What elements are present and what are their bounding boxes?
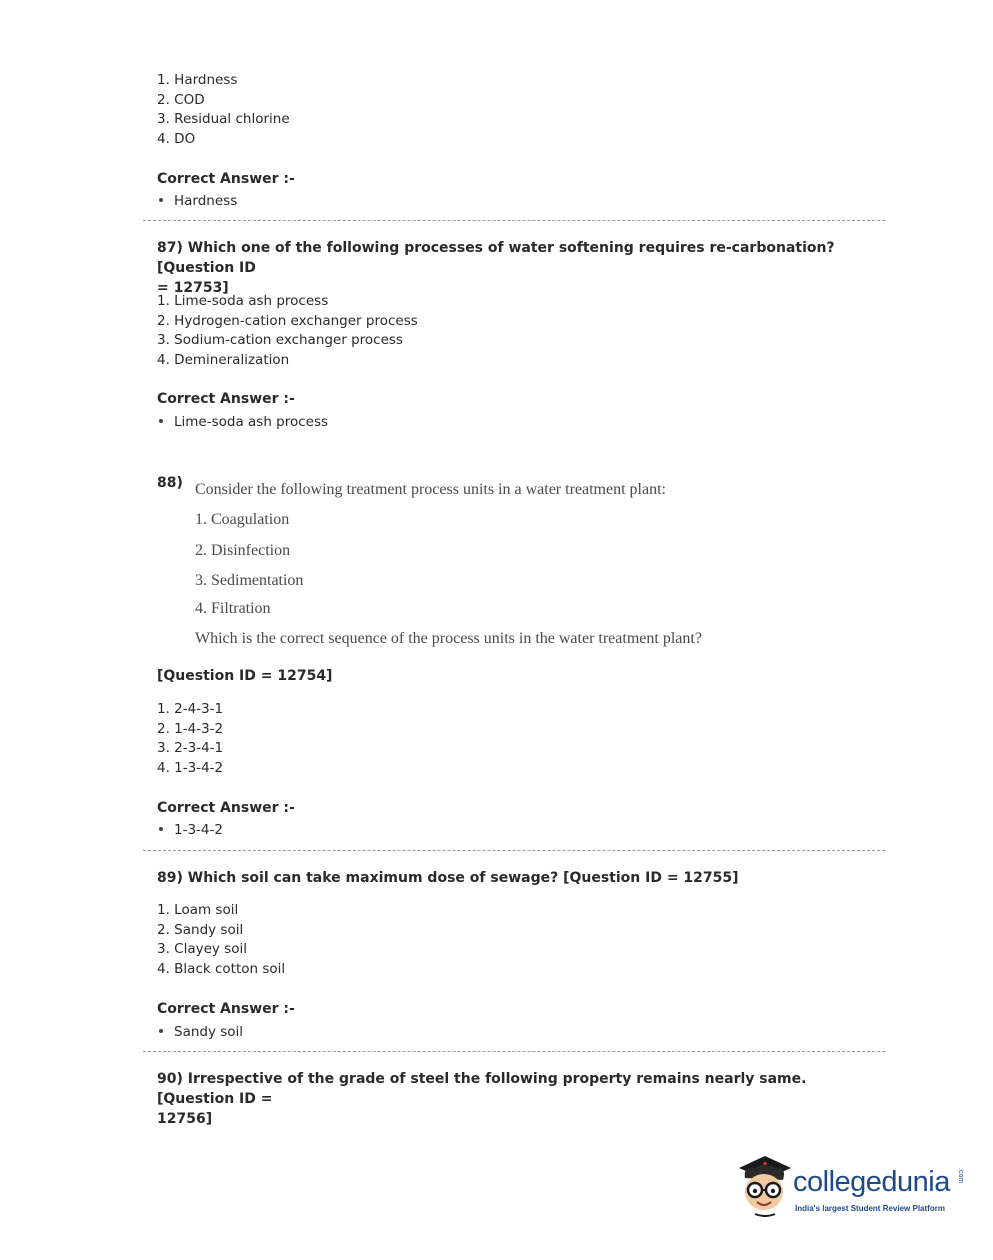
- q88-answer-text: 1-3-4-2: [174, 822, 223, 838]
- logo-tagline: India's largest Student Review Platform: [795, 1204, 945, 1213]
- q87-question-line: 87) Which one of the following processes of water softening requires re-carbonation? [Question ID: [157, 240, 835, 276]
- separator: [143, 220, 885, 221]
- logo-name: collegedunia: [793, 1166, 950, 1198]
- q88-item: 3. Sedimentation: [195, 572, 304, 589]
- q88-answer: [157, 822, 223, 838]
- bullet-icon: [159, 419, 163, 423]
- collegedunia-logo: [735, 1152, 975, 1222]
- q87-option: 1. Lime-soda ash process: [157, 293, 329, 309]
- q88-question-id: [Question ID = 12754]: [157, 668, 333, 684]
- q90-question-line: 12756]: [157, 1111, 213, 1127]
- q87-option: 4. Demineralization: [157, 351, 290, 368]
- q88-prompt: Which is the correct sequence of the process units in the water treatment plant?: [195, 630, 702, 647]
- q89-option: 2. Sandy soil: [157, 921, 244, 938]
- q89-option: 1. Loam soil: [157, 902, 239, 918]
- q89-options: [157, 901, 285, 979]
- q86-options: [157, 71, 290, 149]
- q89-option: 3. Clayey soil: [157, 941, 247, 957]
- logo-suffix: .com: [957, 1168, 964, 1184]
- q89-answer: [157, 1024, 243, 1040]
- bullet-icon: [159, 198, 163, 202]
- q88-option: 4. 1-3-4-2: [157, 759, 224, 776]
- q87-option: 2. Hydrogen-cation exchanger process: [157, 312, 418, 329]
- q86-answer-text: Hardness: [174, 193, 238, 209]
- separator: [143, 850, 885, 851]
- q86-option: 4. DO: [157, 130, 196, 147]
- q88-number: 88): [157, 475, 183, 491]
- q86-option: 1. Hardness: [157, 72, 238, 88]
- q89-answer-label: Correct Answer :-: [157, 1001, 295, 1017]
- bullet-icon: [159, 827, 163, 831]
- q86-option: 3. Residual chlorine: [157, 111, 290, 127]
- q86-answer: [157, 193, 237, 209]
- q88-item: 4. Filtration: [195, 600, 271, 617]
- q87-question-line: = 12753]: [157, 280, 229, 296]
- bullet-icon: [159, 1029, 163, 1033]
- q88-item: 2. Disinfection: [195, 542, 291, 559]
- q88-intro: Consider the following treatment process units in a water treatment plant:: [195, 481, 666, 498]
- q90-question-line: 90) Irrespective of the grade of steel the following property remains nearly same. [Question ID =: [157, 1071, 807, 1107]
- q87-question: [157, 238, 877, 298]
- q87-answer-text: Lime-soda ash process: [174, 414, 329, 430]
- q88-option: 1. 2-4-3-1: [157, 701, 224, 717]
- mascot-icon: [735, 1152, 793, 1220]
- q88-option: 3. 2-3-4-1: [157, 740, 224, 756]
- separator: [143, 1051, 885, 1052]
- q89-question: 89) Which soil can take maximum dose of sewage? [Question ID = 12755]: [157, 870, 739, 886]
- q88-options: [157, 700, 223, 778]
- q90-question: [157, 1069, 877, 1129]
- q87-option: 3. Sodium-cation exchanger process: [157, 332, 403, 348]
- q88-answer-label: Correct Answer :-: [157, 800, 295, 816]
- q89-answer-text: Sandy soil: [174, 1024, 244, 1040]
- q87-options: [157, 292, 418, 370]
- q88-option: 2. 1-4-3-2: [157, 720, 224, 737]
- q87-answer: [157, 414, 328, 430]
- q86-option: 2. COD: [157, 91, 205, 108]
- q86-answer-label: Correct Answer :-: [157, 171, 295, 187]
- q87-answer-label: Correct Answer :-: [157, 391, 295, 407]
- q89-option: 4. Black cotton soil: [157, 960, 286, 977]
- q88-item: 1. Coagulation: [195, 511, 290, 528]
